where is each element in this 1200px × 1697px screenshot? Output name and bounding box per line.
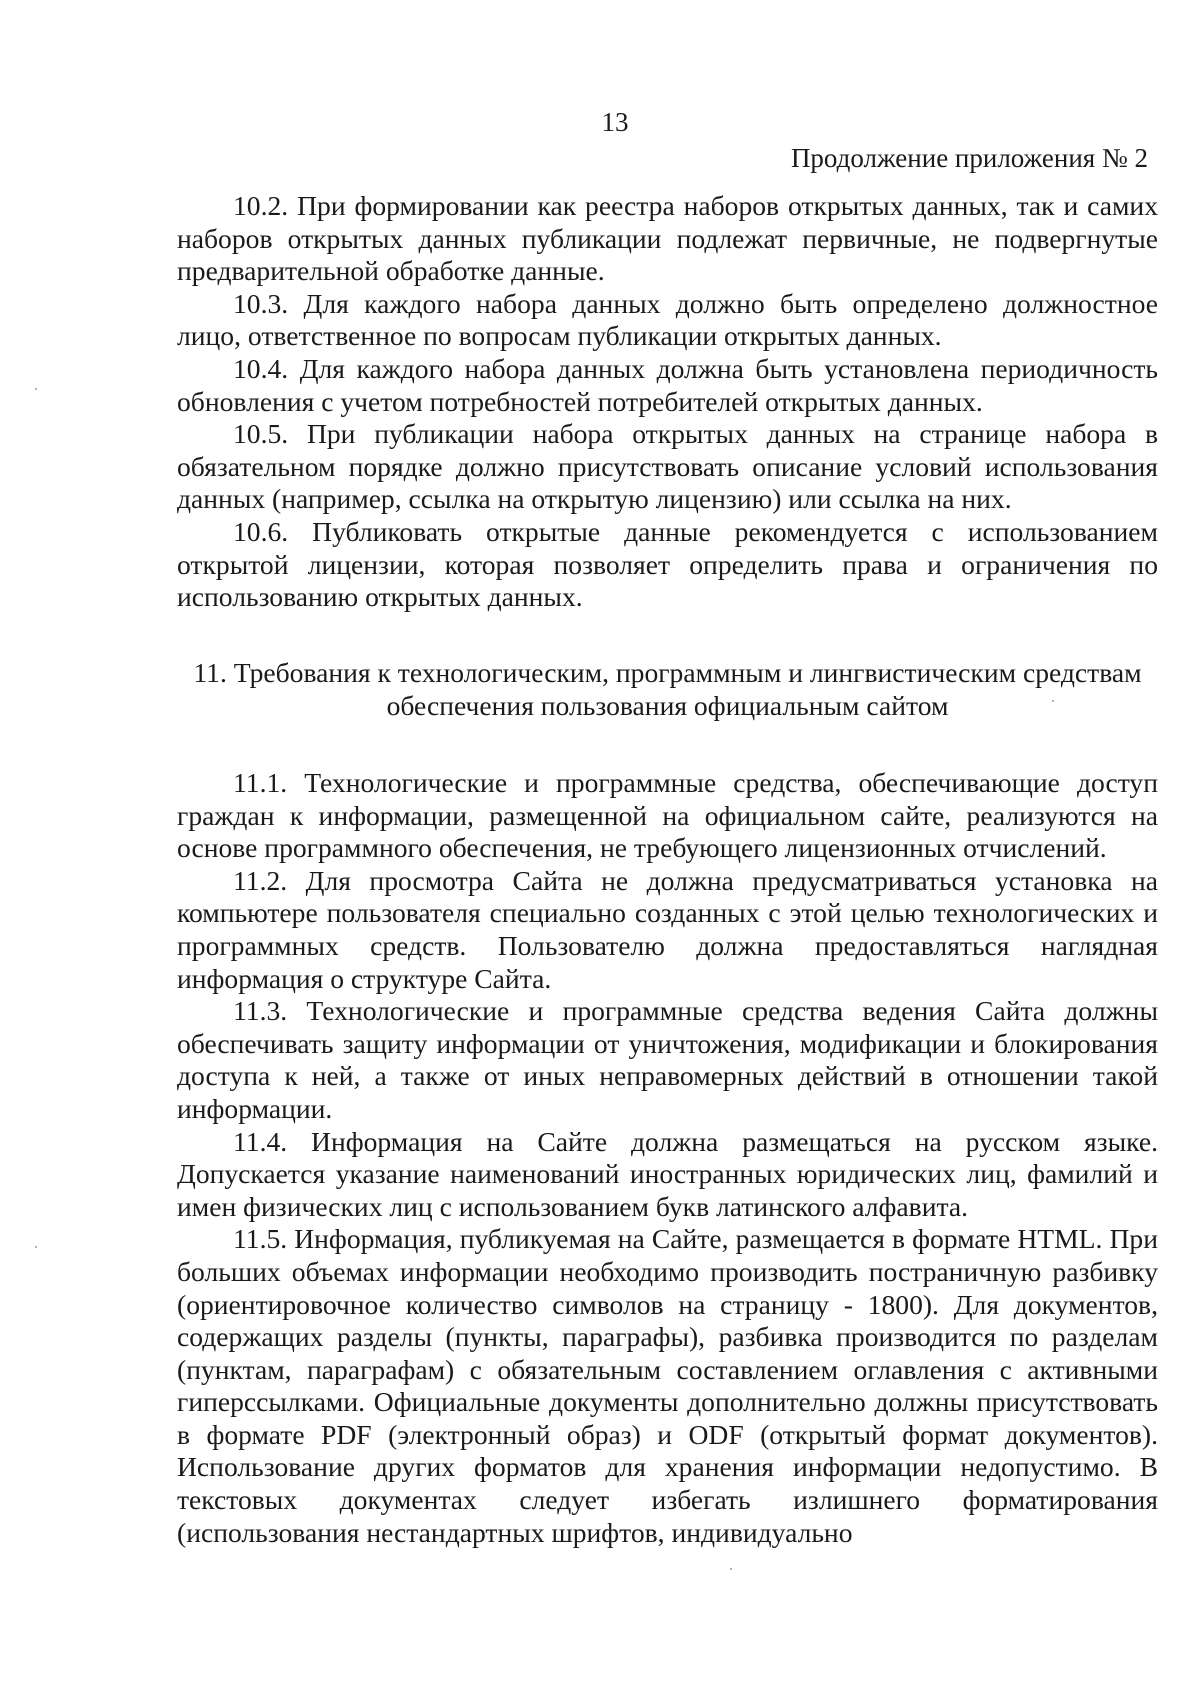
section-11-text	[177, 767, 1158, 1549]
paragraph-10-6: 10.6. Публиковать открытые данные рекомендуется с использованием открытой лицензии, которая позволяет определить права и ограничения по использованию открытых данных.	[177, 515, 1158, 613]
paragraph-11-4: 11.4. Информация на Сайте должна размещаться на русском языке. Допускается указание наименований иностранных юридических лиц, фамилий и имен физических лиц с использованием букв латинского алфавита.	[177, 1125, 1158, 1222]
paragraph-10-3: 10.3. Для каждого набора данных должно быть определено должностное лицо, ответственное по вопросам публикации открытых данных.	[177, 287, 1158, 352]
paragraph-10-4: 10.4. Для каждого набора данных должна быть установлена периодичность обновления с учетом потребностей потребителей открытых данных.	[177, 352, 1158, 417]
paragraph-11-1: 11.1. Технологические и программные средства, обеспечивающие доступ граждан к информации, размещенной на официальном сайте, реализуются на основе программного обеспечения, не требующего лицензионных отчислений.	[177, 767, 1158, 864]
paragraph-10-5: 10.5. При публикации набора открытых данных на странице набора в обязательном порядке должно присутствовать описание условий использования данных (например, ссылка на открытую лицензию) или ссылка на них.	[177, 418, 1158, 515]
appendix-continuation-note: Продолжение приложения № 2	[790, 143, 1148, 173]
section-11-heading-line-1: 11. Требования к технологическим, программным и лингвистическим средствам	[193, 657, 1142, 688]
section-11-heading-line-2: обеспечения пользования официальным сайтом	[386, 689, 949, 721]
paragraph-11-3: 11.3. Технологические и программные средства ведения Сайта должны обеспечивать защиту информации от уничтожения, модификации и блокирования доступа к ней, а также от иных неправомерных действий в отношении такой информации.	[177, 995, 1158, 1124]
scan-speck	[730, 1568, 732, 1570]
paragraph-11-5: 11.5. Информация, публикуемая на Сайте, размещается в формате HTML. При больших объемах информации необходимо производить постраничную разбивку (ориентировочное количество символов на страницу - 1800). Для документов, содержащих разделы (пункты, параграфы), разбивка производится по разделам (пунктам, параграфам) с обязательным составлением оглавления с активными гиперссылками. Официальные документы дополнительно должны присутствовать в формате PDF (электронный образ) и ODF (открытый формат документов). Использование других форматов для хранения информации недопустимо. В текстовых документах следует избегать излишнего форматирования (использования нестандартных шрифтов, индивидуально	[177, 1223, 1158, 1548]
section-10-text	[177, 190, 1158, 614]
paragraph-11-2: 11.2. Для просмотра Сайта не должна предусматриваться установка на компьютере пользователя специально созданных с этой целью технологических и программных средств. Пользователю должна предоставляться наглядная информация о структуре Сайта.	[177, 864, 1158, 994]
paragraph-10-2: 10.2. При формировании как реестра наборов открытых данных, так и самих наборов открытых данных публикации подлежат первичные, не подвергнутые предварительной обработке данные.	[177, 190, 1158, 287]
scan-speck	[35, 388, 37, 390]
section-11-heading	[177, 657, 1158, 722]
scan-speck	[35, 1246, 37, 1248]
scan-speck	[1052, 700, 1054, 702]
page-number: 13	[601, 107, 629, 137]
